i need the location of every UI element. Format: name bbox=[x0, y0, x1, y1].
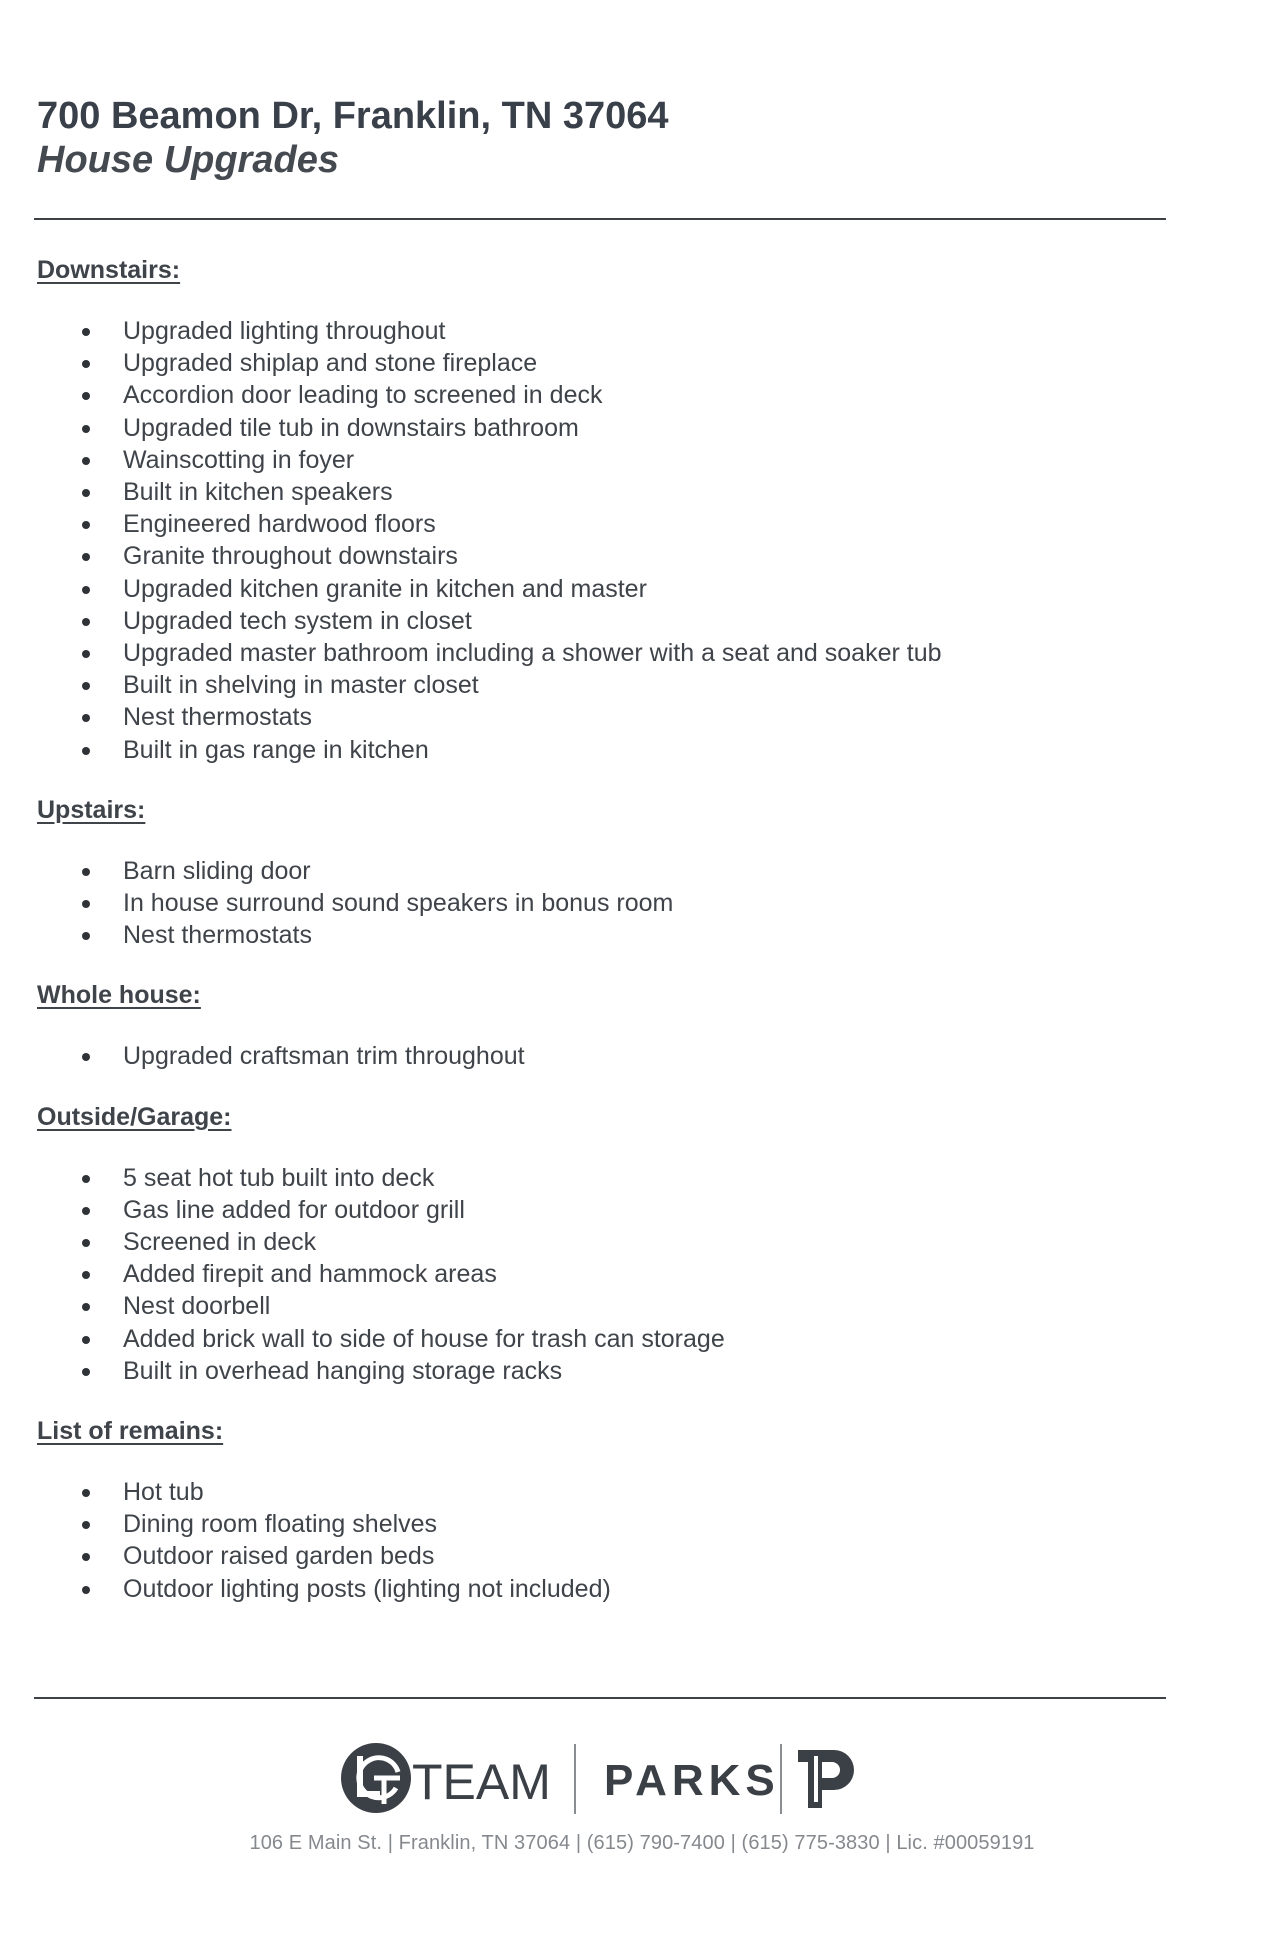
list-item: Upgraded lighting throughout bbox=[37, 315, 1177, 347]
property-address: 700 Beamon Dr, Franklin, TN 37064 bbox=[37, 95, 669, 137]
bullet-list bbox=[37, 315, 1177, 766]
list-item: Added firepit and hammock areas bbox=[37, 1258, 1177, 1290]
section-downstairs bbox=[37, 254, 1177, 766]
brand-logos bbox=[0, 1740, 1284, 1820]
parks-p-logo-icon bbox=[794, 1746, 858, 1812]
list-item: Granite throughout downstairs bbox=[37, 540, 1177, 572]
logo-divider bbox=[574, 1744, 576, 1814]
list-item: Nest doorbell bbox=[37, 1290, 1177, 1322]
section-list-of-remains bbox=[37, 1415, 1177, 1605]
section-heading: Outside/Garage: bbox=[37, 1102, 232, 1131]
list-item: Accordion door leading to screened in deck bbox=[37, 379, 1177, 411]
list-item: Hot tub bbox=[37, 1476, 1177, 1508]
document-subtitle: House Upgrades bbox=[37, 139, 339, 181]
office-contact-line: 106 E Main St. | Franklin, TN 37064 | (615) 790-7400 | (615) 775-3830 | Lic. #00059191 bbox=[249, 1832, 1035, 1854]
list-item: Screened in deck bbox=[37, 1226, 1177, 1258]
list-item: 5 seat hot tub built into deck bbox=[37, 1162, 1177, 1194]
team-logo-text: TEAM bbox=[412, 1754, 551, 1810]
list-item: Upgraded kitchen granite in kitchen and master bbox=[37, 573, 1177, 605]
section-heading: Whole house: bbox=[37, 981, 201, 1010]
parks-logo-text: PARKS bbox=[604, 1756, 780, 1805]
bullet-list bbox=[37, 855, 1177, 952]
list-item: Upgraded tech system in closet bbox=[37, 605, 1177, 637]
footer-divider bbox=[34, 1697, 1166, 1699]
bullet-list bbox=[37, 1040, 1177, 1072]
list-item: Barn sliding door bbox=[37, 855, 1177, 887]
list-item: Upgraded master bathroom including a shower with a seat and soaker tub bbox=[37, 637, 1177, 669]
list-item: Upgraded craftsman trim throughout bbox=[37, 1040, 1177, 1072]
bullet-list bbox=[37, 1476, 1177, 1605]
list-item: Upgraded shiplap and stone fireplace bbox=[37, 347, 1177, 379]
list-item: Engineered hardwood floors bbox=[37, 508, 1177, 540]
list-item: Outdoor raised garden beds bbox=[37, 1540, 1177, 1572]
list-item: Nest thermostats bbox=[37, 919, 1177, 951]
list-item: Built in kitchen speakers bbox=[37, 476, 1177, 508]
section-whole-house bbox=[37, 979, 1177, 1072]
list-item: Built in overhead hanging storage racks bbox=[37, 1355, 1177, 1387]
bullet-list bbox=[37, 1162, 1177, 1387]
list-item: Added brick wall to side of house for trash can storage bbox=[37, 1323, 1177, 1355]
list-item: Wainscotting in foyer bbox=[37, 444, 1177, 476]
upgrades-content bbox=[37, 254, 1177, 1633]
list-item: Nest thermostats bbox=[37, 701, 1177, 733]
section-heading: List of remains: bbox=[37, 1417, 224, 1446]
list-item: In house surround sound speakers in bonus room bbox=[37, 887, 1177, 919]
section-heading: Downstairs: bbox=[37, 256, 181, 284]
list-item: Built in gas range in kitchen bbox=[37, 734, 1177, 766]
list-item: Upgraded tile tub in downstairs bathroom bbox=[37, 412, 1177, 444]
list-item: Dining room floating shelves bbox=[37, 1508, 1177, 1540]
section-heading: Upstairs: bbox=[37, 795, 146, 824]
page-footer bbox=[0, 1740, 1284, 1855]
section-outside-garage bbox=[37, 1101, 1177, 1387]
list-item: Built in shelving in master closet bbox=[37, 669, 1177, 701]
header-divider bbox=[34, 218, 1166, 220]
page-header bbox=[37, 94, 669, 182]
lgt-logo-icon bbox=[340, 1742, 412, 1814]
list-item: Outdoor lighting posts (lighting not included) bbox=[37, 1573, 1177, 1605]
section-upstairs bbox=[37, 794, 1177, 952]
parks-divider bbox=[780, 1744, 782, 1814]
list-item: Gas line added for outdoor grill bbox=[37, 1194, 1177, 1226]
